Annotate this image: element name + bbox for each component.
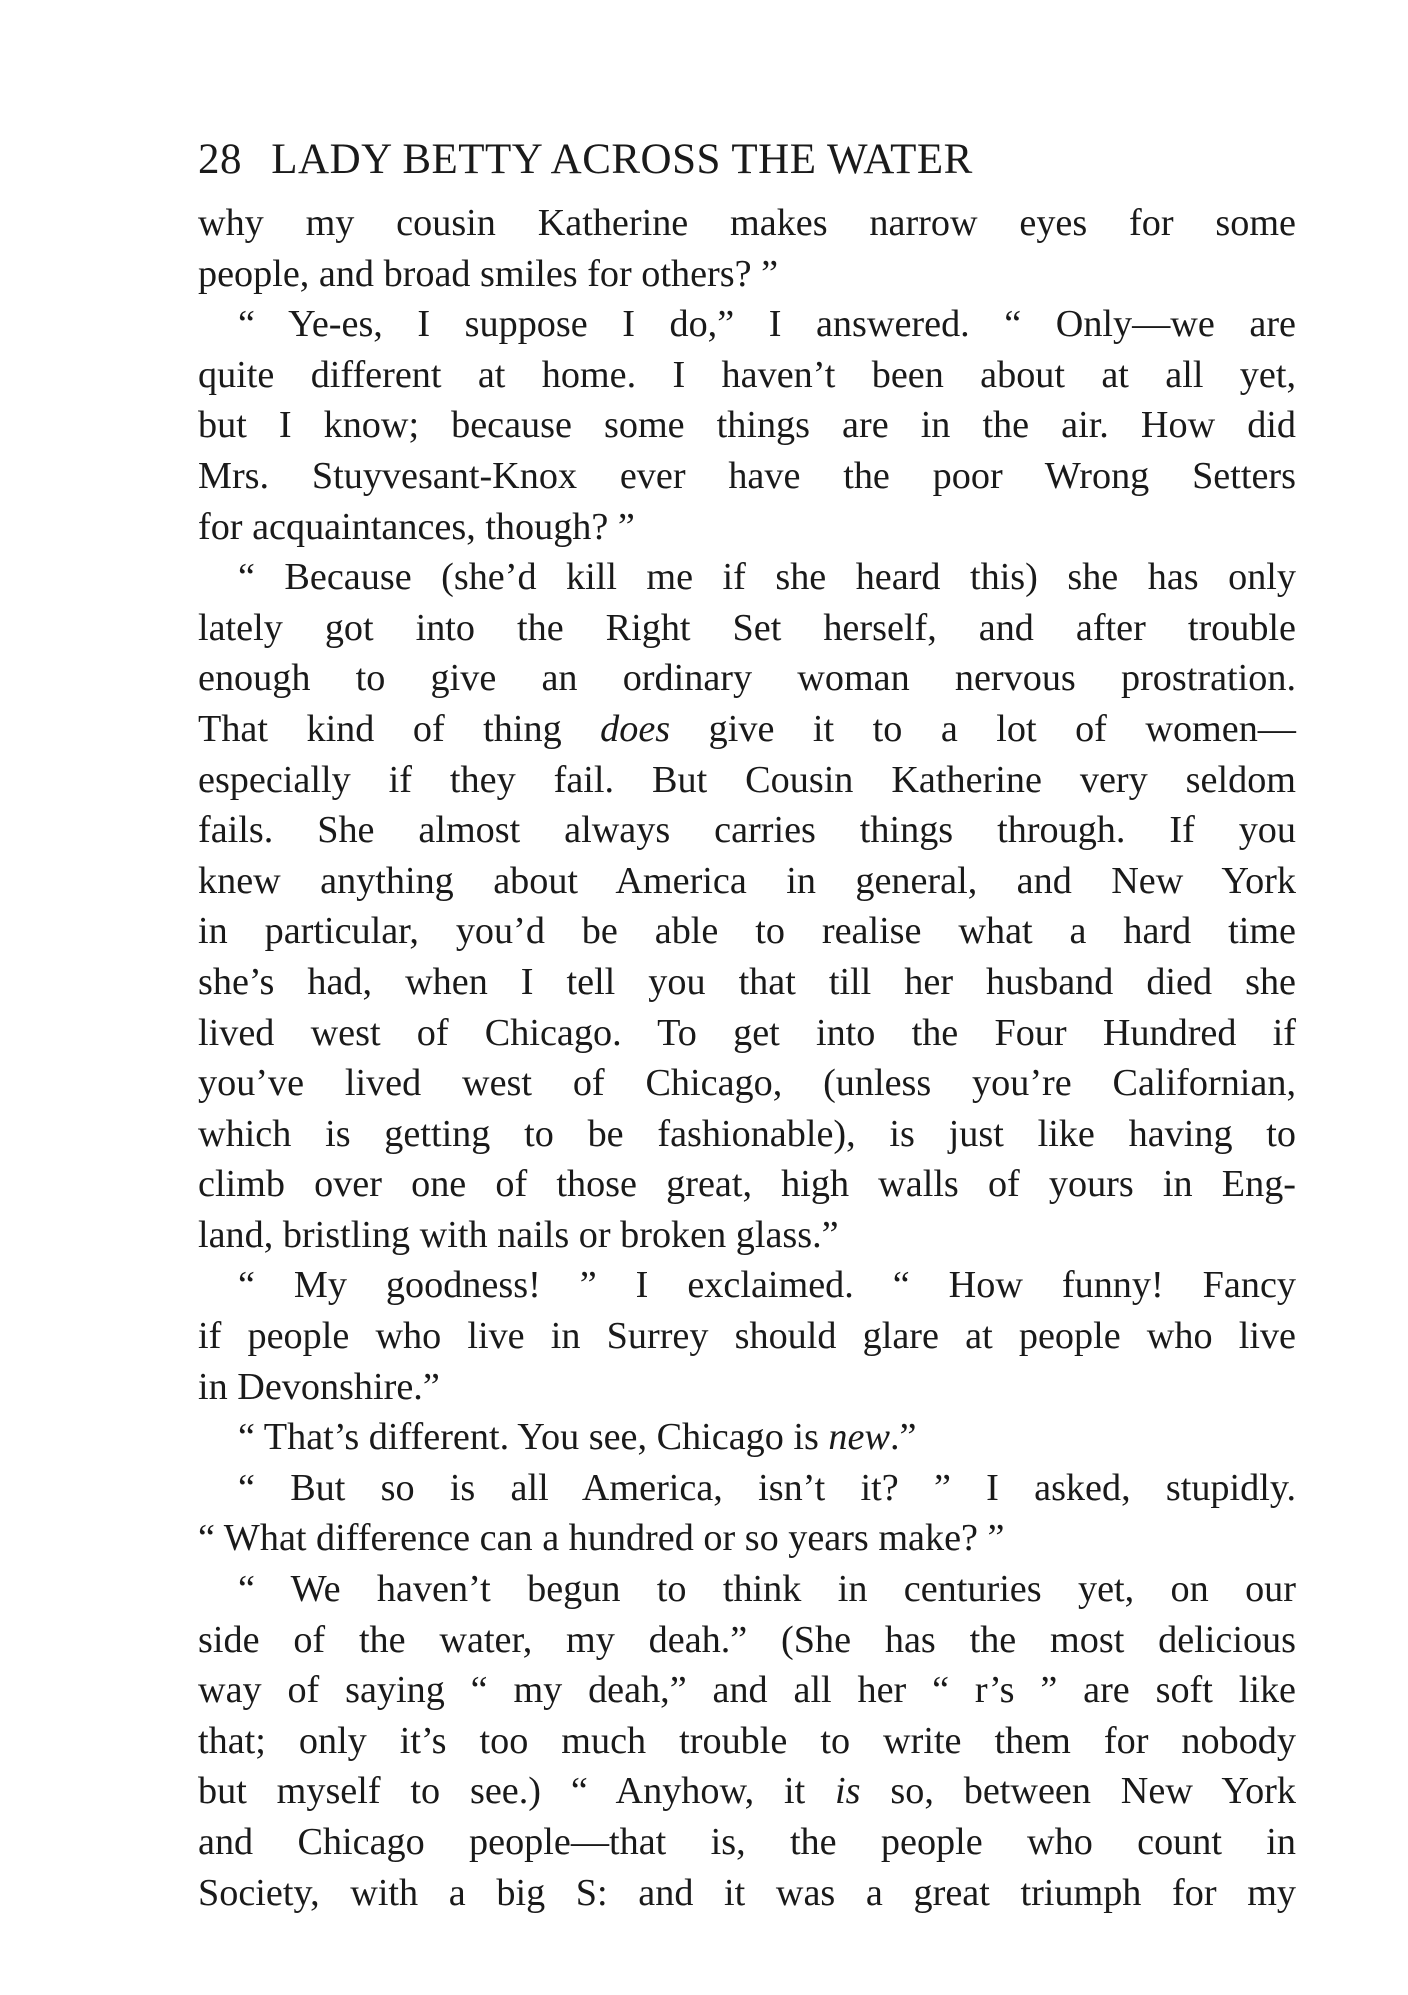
text-line (198, 1766, 1296, 1817)
text-line: fails. She almost always carries things through. If you (198, 809, 1296, 852)
book-page (198, 128, 1296, 1918)
text-line: which is getting to be fashionable), is just like having to (198, 1112, 1296, 1155)
text-line: climb over one of those great, high walls of yours in Eng- (198, 1163, 1296, 1206)
text-line: lately got into the Right Set herself, and after trouble (198, 606, 1296, 649)
text-line: lived west of Chicago. To get into the Four Hundred if (198, 1011, 1296, 1054)
text-line: land, bristling with nails or broken glass.” (198, 1213, 839, 1256)
text-line: way of saying “ my deah,” and all her “ r’s ” are soft like (198, 1669, 1296, 1712)
text-fragment: That kind of thing (198, 707, 601, 750)
text-line: why my cousin Katherine makes narrow eyes for some (198, 202, 1296, 244)
text-line: she’s had, when I tell you that till her husband died she (198, 960, 1296, 1003)
italic-emphasis: does (600, 707, 671, 750)
running-title: LADY BETTY ACROSS THE WATER (271, 136, 973, 183)
text-line: “ Ye-es, I suppose I do,” I answered. “ Only—we are (238, 303, 1296, 346)
text-fragment: so, between New York (860, 1770, 1296, 1813)
text-line: Society, with a big S: and it was a great triumph for my (198, 1871, 1296, 1914)
text-line: people, and broad smiles for others? ” (198, 252, 779, 295)
text-line: but I know; because some things are in the air. How did (198, 404, 1296, 447)
text-line: “ Because (she’d kill me if she heard this) she has only (238, 556, 1296, 599)
text-fragment: .” (889, 1416, 917, 1459)
text-line: knew anything about America in general, and New York (198, 859, 1296, 902)
text-line: if people who live in Surrey should glare at people who live (198, 1315, 1296, 1358)
text-line: in particular, you’d be able to realise what a hard time (198, 910, 1296, 953)
text-line: in Devonshire.” (198, 1365, 440, 1408)
text-line: “ But so is all America, isn’t it? ” I asked, stupidly. (238, 1466, 1296, 1509)
text-fragment: give it to a lot of women— (670, 707, 1296, 750)
text-line: Mrs. Stuyvesant-Knox ever have the poor Wrong Setters (198, 454, 1296, 497)
text-line (198, 704, 1296, 755)
text-line: especially if they fail. But Cousin Katherine very seldom (198, 758, 1296, 801)
italic-emphasis: is (835, 1770, 861, 1813)
text-line: “ What difference can a hundred or so years make? ” (198, 1517, 1005, 1560)
page-number: 28 (198, 136, 242, 183)
text-line: you’ve lived west of Chicago, (unless you’re Californian, (198, 1062, 1296, 1105)
body-text (198, 198, 1296, 1918)
text-line: and Chicago people—that is, the people who count in (198, 1821, 1296, 1863)
text-line: “ We haven’t begun to think in centuries yet, on our (238, 1568, 1296, 1611)
text-fragment: but myself to see.) “ Anyhow, it (198, 1770, 836, 1813)
running-head (198, 128, 1296, 198)
text-line: quite different at home. I haven’t been about at all yet, (198, 353, 1296, 396)
text-line (198, 1412, 1296, 1463)
text-line: enough to give an ordinary woman nervous prostration. (198, 657, 1296, 700)
text-line: that; only it’s too much trouble to write them for nobody (198, 1719, 1296, 1762)
text-line: for acquaintances, though? ” (198, 505, 635, 548)
italic-emphasis: new (828, 1416, 890, 1459)
text-line: side of the water, my deah.” (She has the most delicious (198, 1618, 1296, 1661)
text-line: “ My goodness! ” I exclaimed. “ How funny! Fancy (238, 1264, 1296, 1307)
text-fragment: “ That’s different. You see, Chicago is (238, 1416, 829, 1459)
